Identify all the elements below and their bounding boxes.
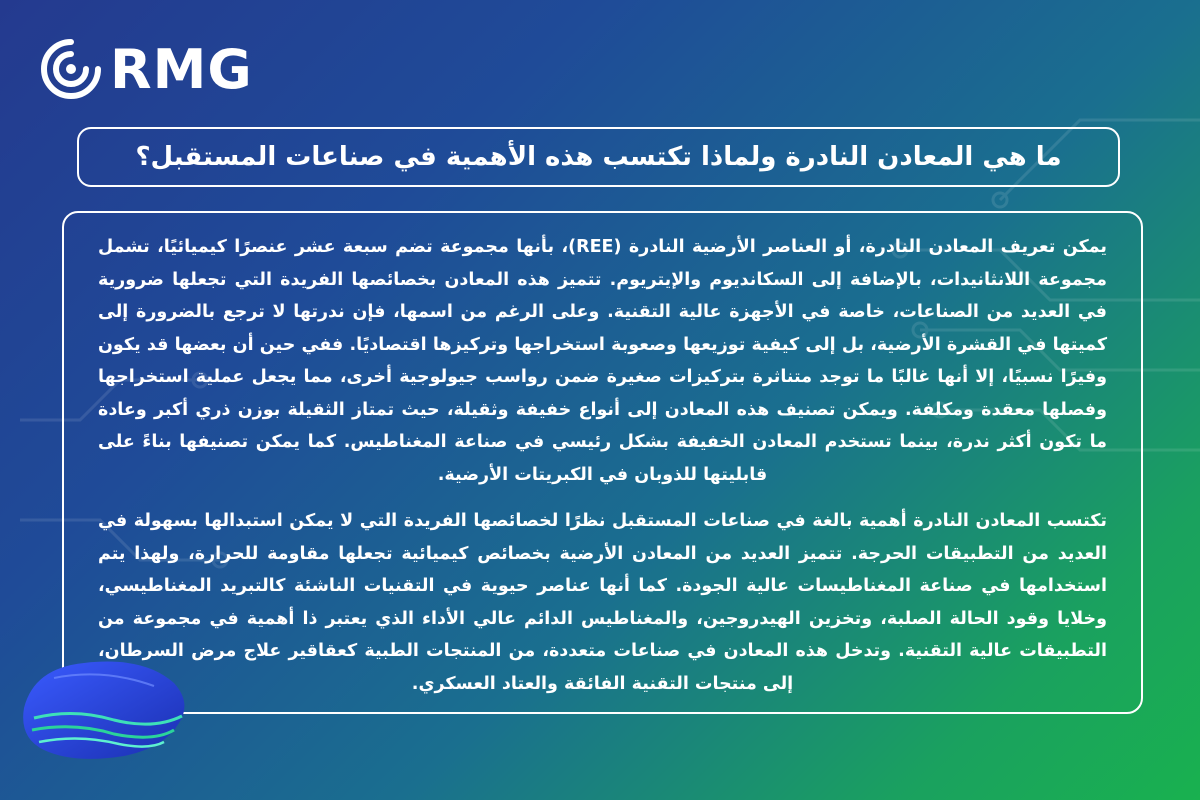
- brand-name: RMG: [110, 37, 253, 101]
- paragraph-importance: تكتسب المعادن النادرة أهمية بالغة في صناعات المستقبل نظرًا لخصائصها الفريدة التي لا يمكن استبدالها بسهولة في العديد من التطبيقات الحرجة. تتميز العديد من المعادن الأرضية بخصائص كيميائية تجعلها مقاومة للحرارة، ولهذا يتم استخدامها في صناعة المغناطيسات عالية الجودة. كما أنها عناصر حيوية في التقنيات الناشئة كالتبريد المغناطيسي، وخلايا وقود الحالة الصلبة، وتخزين الهيدروجين، والمغناطيس الدائم عالي الأداء الذي يعتبر ذا أهمية في مجموعة من التطبيقات عالية التقنية. وتدخل هذه المعادن في صناعات متعددة، من المنتجات الطبية كعقاقير علاج مرض السرطان، إلى منتجات التقنية الفائقة والعتاد العسكري.: [98, 511, 1107, 694]
- page-title: ما هي المعادن النادرة ولماذا تكتسب هذه الأهمية في صناعات المستقبل؟: [135, 142, 1062, 172]
- heading-box: [77, 127, 1120, 187]
- logo-swirl-icon: [38, 36, 104, 102]
- content-box: [62, 211, 1143, 714]
- brand-logo: [38, 36, 278, 102]
- mineral-rock-illustration: [14, 638, 194, 768]
- paragraph-definition: يمكن تعريف المعادن النادرة، أو العناصر الأرضية النادرة (REE)، بأنها مجموعة تضم سبعة عشر عنصرًا كيميائيًا، تشمل مجموعة اللانثانيدات، بالإضافة إلى السكانديوم والإيتريوم. تتميز هذه المعادن بخصائصها الفريدة التي تجعلها ضرورية في العديد من الصناعات، خاصة في الأجهزة عالية التقنية. وعلى الرغم من اسمها، فإن ندرتها لا ترجع بالضرورة إلى كميتها في القشرة الأرضية، بل إلى كيفية توزيعها وصعوبة استخراجها وتركيزها اقتصاديًا. ففي حين أن بعضها قد يكون وفيرًا نسبيًا، إلا أنها غالبًا ما توجد متناثرة بتركيزات صغيرة ضمن رواسب جيولوجية أخرى، مما يجعل عملية استخراجها وفصلها معقدة ومكلفة. ويمكن تصنيف هذه المعادن إلى أنواع خفيفة وثقيلة، حيث تمتاز الثقيلة بوزن ذري أكبر وعادة ما تكون أكثر ندرة، بينما تستخدم المعادن الخفيفة بشكل رئيسي في صناعة المغناطيس. كما يمكن تصنيفها بناءً على قابليتها للذوبان في الكبريتات الأرضية.: [98, 237, 1107, 485]
